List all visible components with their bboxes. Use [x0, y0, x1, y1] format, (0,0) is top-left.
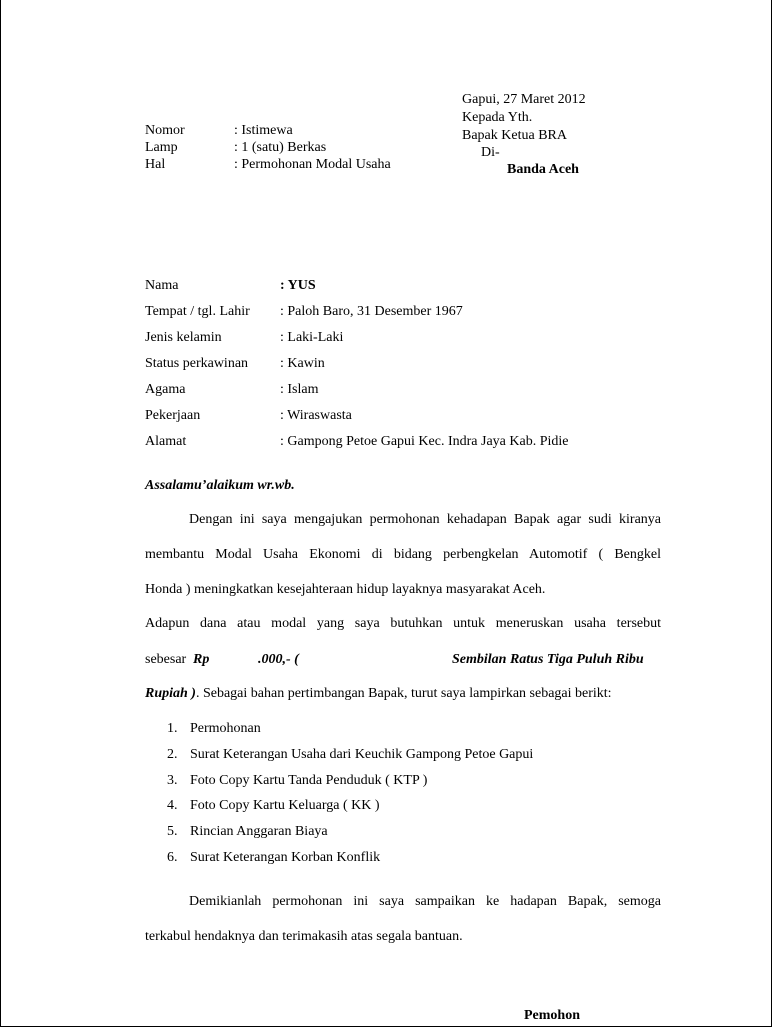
list-item-text: Surat Keterangan Korban Konflik: [190, 850, 381, 865]
amount-sebesar: sebesar: [145, 652, 187, 667]
addressee-city: Banda Aceh: [507, 162, 579, 177]
identity-value: : Kawin: [280, 356, 325, 371]
identity-label: Alamat: [145, 434, 187, 449]
list-item-number: 5.: [167, 824, 178, 839]
identity-label: Agama: [145, 382, 186, 397]
list-item-number: 3.: [167, 773, 178, 788]
identity-label: Nama: [145, 278, 179, 293]
amount-words: Sembilan Ratus Tiga Puluh Ribu: [452, 652, 644, 667]
lamp-value: : 1 (satu) Berkas: [234, 140, 327, 155]
hal-value: : Permohonan Modal Usaha: [234, 157, 391, 172]
paragraph-line: membantu Modal Usaha Ekonomi di bidang perbengkelan Automotif ( Bengkel: [145, 547, 661, 562]
list-item-text: Permohonan: [190, 721, 261, 736]
letter-date: Gapui, 27 Maret 2012: [462, 92, 586, 107]
amount-value: .000,- (: [258, 652, 299, 667]
list-item-text: Surat Keterangan Usaha dari Keuchik Gampong Petoe Gapui: [190, 747, 534, 762]
addressee-di: Di-: [481, 145, 500, 160]
nomor-value: : Istimewa: [234, 123, 293, 138]
hal-label: Hal: [145, 157, 166, 172]
addressee-to: Kepada Yth.: [462, 110, 533, 125]
identity-value: : YUS: [280, 278, 316, 293]
list-item-text: Foto Copy Kartu Tanda Penduduk ( KTP ): [190, 773, 428, 788]
identity-value: : Laki-Laki: [280, 330, 344, 345]
paragraph-line: [145, 684, 612, 704]
identity-label: Jenis kelamin: [145, 330, 222, 345]
list-item-number: 4.: [167, 798, 178, 813]
signature-label: Pemohon: [524, 1008, 580, 1023]
paragraph-line: Dengan ini saya mengajukan permohonan kehadapan Bapak agar sudi kiranya: [189, 512, 661, 527]
paragraph-line: Adapun dana atau modal yang saya butuhkan untuk meneruskan usaha tersebut: [145, 616, 661, 631]
identity-label: Status perkawinan: [145, 356, 249, 371]
identity-value: : Gampong Petoe Gapui Kec. Indra Jaya Kab. Pidie: [280, 434, 569, 449]
identity-value: : Wiraswasta: [280, 408, 352, 423]
identity-label: Tempat / tgl. Lahir: [145, 304, 250, 319]
list-item-text: Foto Copy Kartu Keluarga ( KK ): [190, 798, 380, 813]
list-item-number: 6.: [167, 850, 178, 865]
addressee-name: Bapak Ketua BRA: [462, 128, 567, 143]
greeting: Assalamu’alaikum wr.wb.: [145, 478, 295, 493]
closing-line: terkabul hendaknya dan terimakasih atas segala bantuan.: [145, 929, 463, 944]
identity-value: : Islam: [280, 382, 319, 397]
amount-currency: Rp: [193, 652, 210, 667]
nomor-label: Nomor: [145, 123, 185, 138]
identity-label: Pekerjaan: [145, 408, 201, 423]
lamp-label: Lamp: [145, 140, 178, 155]
list-item-number: 2.: [167, 747, 178, 762]
closing-line: Demikianlah permohonan ini saya sampaikan ke hadapan Bapak, semoga: [189, 894, 661, 909]
list-item-number: 1.: [167, 721, 178, 736]
amount-words-end: Rupiah ): [145, 686, 196, 701]
attachments-intro: . Sebagai bahan pertimbangan Bapak, turut saya lampirkan sebagai berikt:: [195, 686, 612, 701]
list-item-text: Rincian Anggaran Biaya: [190, 824, 328, 839]
identity-value: : Paloh Baro, 31 Desember 1967: [280, 304, 463, 319]
paragraph-line: Honda ) meningkatkan kesejahteraan hidup layaknya masyarakat Aceh.: [145, 582, 546, 597]
